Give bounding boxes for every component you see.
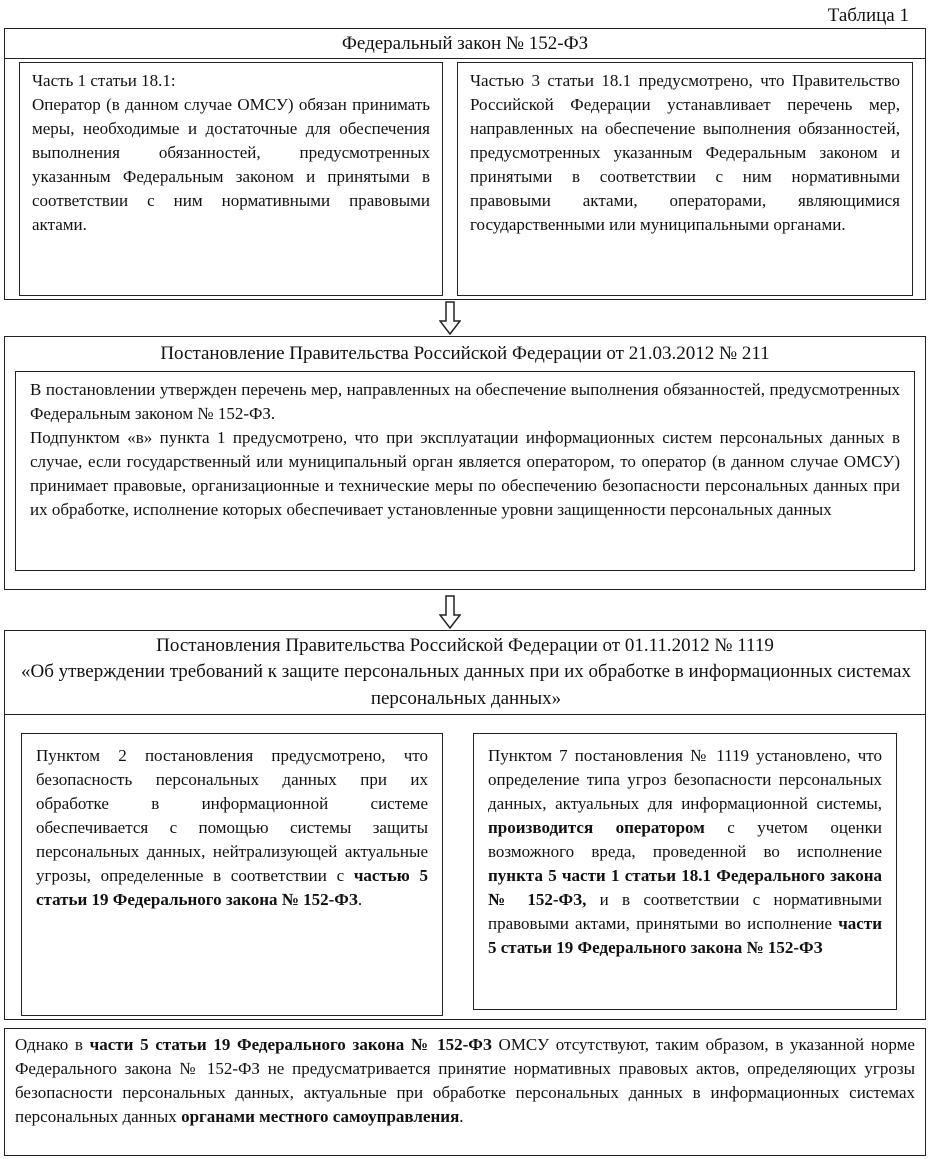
point2-text <box>36 744 428 912</box>
point7-text-part: и в соответствии с нормативными правовыми актами, принятыми во исполнение <box>488 890 882 933</box>
point7-text <box>488 744 882 960</box>
table-label: Таблица 1 <box>827 5 909 26</box>
conclusion-box <box>4 1028 926 1156</box>
down-arrow-icon <box>439 595 461 629</box>
point7-bold-operator: производится оператором <box>488 818 705 837</box>
point7-bold-ref-1: пункта 5 части 1 статьи 18.1 Федерального закона № 152-ФЗ, <box>488 866 882 909</box>
part3-text: Частью 3 статьи 18.1 предусмотрено, что Правительство Российской Федерации устанавливает перечень мер, направленных на обеспечение выполнения обязанностей, предусмотренных указанным Федеральным законом и принятыми в соответствии с ним нормативными правовыми актами, операторами, являющимися государственными или муниципальными органами. <box>470 71 900 234</box>
section-federal-law <box>4 28 926 300</box>
point2-text-end: . <box>357 890 363 909</box>
section-decree-211 <box>4 336 926 590</box>
point2-text-part: Пунктом 2 постановления предусмотрено, что безопасность персональных данных при их обработке в информационной системе обеспечивается с помощью системы защиты персональных данных, нейтрализующей актуальные угрозы, определенные в соответствии с <box>36 746 428 885</box>
conclusion-text-part: ОМСУ отсутствуют, таким образом, в указанной норме Федерального закона № 152-ФЗ не предусматривается принятие нормативных правовых актов, определяющих угрозы безопасности персональных данных, актуальные при обработке персональных данных в информационных системах персональных данных <box>15 1035 915 1126</box>
down-arrow-icon <box>439 301 461 335</box>
section-decree-1119 <box>4 630 926 1020</box>
point7-text-part: Пунктом 7 постановления № 1119 установлено, что определение типа угроз безопасности персональных данных, актуальных для информационной системы, <box>488 746 882 813</box>
conclusion-text-end: . <box>459 1107 464 1126</box>
section-title: Постановление Правительства Российской Федерации от 21.03.2012 № 211 <box>160 343 770 364</box>
section-title: Федеральный закон № 152-ФЗ <box>341 33 589 54</box>
part1-heading: Часть 1 статьи 18.1: <box>32 71 176 90</box>
part1-box <box>19 62 443 296</box>
conclusion-bold-ref: части 5 статьи 19 Федерального закона № 152-ФЗ <box>89 1035 492 1054</box>
decree-211-box <box>15 371 915 571</box>
part3-box <box>457 62 913 296</box>
divider <box>5 714 925 715</box>
point7-text-part: с учетом оценки возможного вреда, проведенной во исполнение <box>488 818 882 861</box>
conclusion-bold-bodies: органами местного самоуправления <box>181 1107 460 1126</box>
conclusion-text-part: Однако в <box>15 1035 90 1054</box>
conclusion-text <box>15 1033 915 1129</box>
decree-211-paragraph-1: В постановлении утвержден перечень мер, направленных на обеспечение выполнения обязанностей, предусмотренных Федеральным законом № 152-ФЗ. <box>30 380 900 423</box>
decree-211-paragraph-2: Подпунктом «в» пункта 1 предусмотрено, что при эксплуатации информационных систем персональных данных в случае, если государственный или муниципальный орган является оператором, то оператор (в данном случае ОМСУ) принимает правовые, организационные и технические меры по обеспечению безопасности персональных данных при их обработке, исполнение которых обеспечивает установленные уровни защищенности персональных данных <box>30 428 900 519</box>
part1-text: Оператор (в данном случае ОМСУ) обязан принимать меры, необходимые и достаточные для обеспечения выполнения обязанностей, предусмотренных указанным Федеральным законом и принятыми в соответствии с ним нормативными правовыми актами. <box>32 95 430 234</box>
point2-bold-ref: частью 5 статьи 19 Федерального закона № 152-ФЗ <box>36 866 428 909</box>
divider <box>5 58 925 59</box>
section-subtitle: «Об утверждении требований к защите персональных данных при их обработке в информационных системах персональных данных» <box>20 661 911 709</box>
point7-bold-ref-2: части 5 статьи 19 Федерального закона № 152-ФЗ <box>488 914 882 957</box>
section-title: Постановления Правительства Российской Федерации от 01.11.2012 № 1119 <box>156 635 774 656</box>
point7-box <box>473 733 897 1010</box>
point2-box <box>21 733 443 1016</box>
